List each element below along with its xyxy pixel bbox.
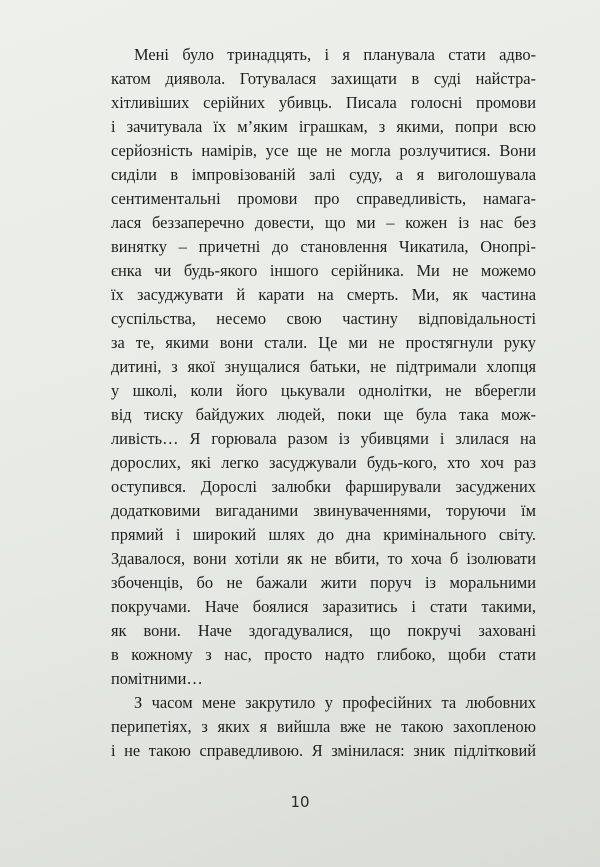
text-line: дорослих, які легко засуджували будь-кого, хто хоч раз bbox=[111, 453, 536, 472]
text-line: серйозність намірів, усе ще не могла розлучитися. Вони bbox=[111, 141, 536, 160]
text-line: збоченців, бо не бажали жити поруч із моральними bbox=[111, 573, 536, 592]
text-line: їх засуджувати й карати на смерть. Ми, як частина bbox=[111, 285, 536, 304]
text-line: винятку – причетні до становлення Чикатила, Онопрі- bbox=[111, 237, 536, 256]
page-body-text bbox=[111, 43, 536, 763]
text-line: Здавалося, вони хотіли як не вбити, то хоча б ізолювати bbox=[111, 549, 536, 568]
text-line: і не такою справедливою. Я змінилася: зник підлітковий bbox=[111, 741, 536, 760]
text-line: катом диявола. Готувалася захищати в суді найстра- bbox=[111, 69, 536, 88]
text-line: сентиментальні промови про справедливість, намага- bbox=[111, 189, 536, 208]
text-line: і зачитувала їх м’яким іграшкам, з якими, попри всю bbox=[111, 117, 536, 136]
text-line: суспільства, несемо свою частину відповідальності bbox=[111, 309, 536, 328]
text-line: перипетіях, з яких я вийшла вже не такою захопленою bbox=[111, 717, 536, 736]
text-line: помітними… bbox=[111, 669, 203, 688]
text-line: ливість… Я горювала разом із убивцями і злилася на bbox=[111, 429, 536, 448]
text-line: покручами. Наче боялися заразитись і стати такими, bbox=[111, 597, 536, 616]
text-line: в кожному з нас, просто надто глибоко, щоби стати bbox=[111, 645, 536, 664]
text-line: Мені було тринадцять, і я планувала стати адво- bbox=[134, 45, 536, 64]
text-line: сиділи в імпровізованій залі суду, а я виголошувала bbox=[111, 165, 536, 184]
text-line: хітливіших серійних убивць. Писала голосні промови bbox=[111, 93, 536, 112]
text-line: лася беззаперечно довести, що ми – кожен із нас без bbox=[111, 213, 536, 232]
page-number: 10 bbox=[290, 793, 310, 811]
text-line: як вони. Наче здогадувалися, що покручі заховані bbox=[111, 621, 536, 640]
text-line: єнка чи будь-якого іншого серійника. Ми не можемо bbox=[111, 261, 536, 280]
text-line: оступився. Дорослі залюбки фарширували засуджених bbox=[111, 477, 536, 496]
text-line: у школі, коли його цькували однолітки, не вберегли bbox=[111, 381, 536, 400]
text-line: прямий і широкий шлях до дна кримінального світу. bbox=[111, 525, 536, 544]
text-line: від тиску байдужих людей, поки ще була така мож- bbox=[111, 405, 536, 424]
text-line: додатковими вигаданими звинуваченнями, торуючи їм bbox=[111, 501, 536, 520]
text-line: за те, якими вони стали. Це ми не простягнули руку bbox=[111, 333, 536, 352]
text-line: дитині, з якої знущалися батьки, не підтримали хлопця bbox=[111, 357, 536, 376]
text-line: З часом мене закрутило у професійних та любовних bbox=[134, 693, 536, 712]
